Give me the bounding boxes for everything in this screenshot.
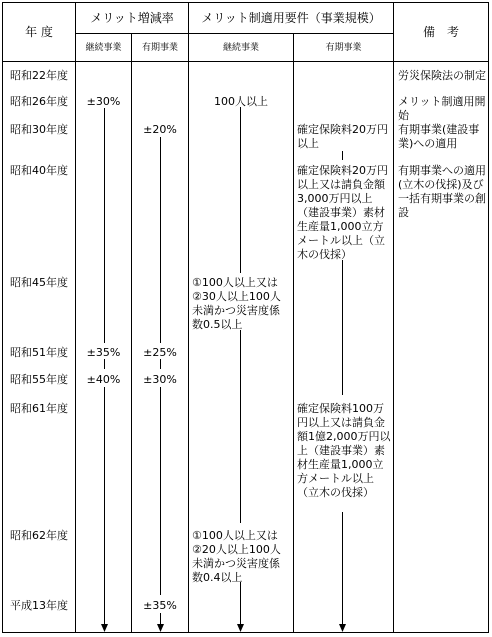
header-cont-rate: 継続事業 <box>85 43 122 53</box>
year-s45: 昭和45年度 <box>10 276 68 289</box>
cont-req-s62-2: ②20人以上100人未満かつ災害度係数0.4以上 <box>192 543 281 584</box>
fixed-req-s61: 確定保険料100万円以上又は請負金額1億2,000万円以上（建設事業）素材生産量1,000立方メートル以上（立木の伐採） <box>297 402 391 499</box>
year-s61: 昭和61年度 <box>10 402 68 415</box>
cont-req-s45-2: ②30人以上100人未満かつ災害度係数0.5以上 <box>192 290 281 331</box>
fixed-rate-s51: ±25% <box>143 346 177 359</box>
year-s62: 昭和62年度 <box>10 529 68 542</box>
year-s22: 昭和22年度 <box>10 69 68 82</box>
cont-rate-s51: ±35% <box>86 346 121 359</box>
header-fixed-rate: 有期事業 <box>141 43 178 53</box>
year-s30: 昭和30年度 <box>10 123 68 136</box>
cont-req-s62-1: ①100人以上又は <box>192 529 278 542</box>
year-h13: 平成13年度 <box>10 599 68 612</box>
remark-s40: 有期事業への適用(立木の伐採)及び一括有期事業の創設 <box>398 164 486 219</box>
header-cont-req: 継続事業 <box>222 43 259 53</box>
year-s40: 昭和40年度 <box>10 164 68 177</box>
cont-rate-s55: ±40% <box>86 373 121 386</box>
header-remarks: 備 考 <box>422 25 459 39</box>
fixed-rate-s30: ±20% <box>143 123 177 136</box>
header-year: 年 度 <box>25 25 53 39</box>
year-s51: 昭和51年度 <box>10 346 68 359</box>
arrowheads <box>101 624 346 632</box>
header-merit-rate: メリット増減率 <box>90 11 174 25</box>
remark-s26: メリット制適用開始 <box>398 95 486 122</box>
header-requirement: メリット制適用要件（事業規模） <box>201 11 381 25</box>
year-s26: 昭和26年度 <box>10 95 68 108</box>
cont-req-s26: 100人以上 <box>214 95 268 108</box>
remark-s22: 労災保険法の制定 <box>398 69 486 82</box>
fixed-rate-s55: ±30% <box>143 373 177 386</box>
fixed-req-s40: 確定保険料20万円以上又は請負金額3,000万円以上（建設事業）素材生産量1,000立方メートル以上（立木の伐採） <box>297 164 388 261</box>
fixed-req-s30: 確定保険料20万円以上 <box>297 123 388 150</box>
remark-s30: 有期事業(建設事業)への適用 <box>398 123 480 150</box>
cont-req-s45-1: ①100人以上又は <box>192 276 278 289</box>
cont-rate-s26: ±30% <box>86 95 121 108</box>
fixed-rate-h13: ±35% <box>143 599 177 612</box>
header-fixed-req: 有期事業 <box>325 43 362 53</box>
year-s55: 昭和55年度 <box>10 373 68 386</box>
